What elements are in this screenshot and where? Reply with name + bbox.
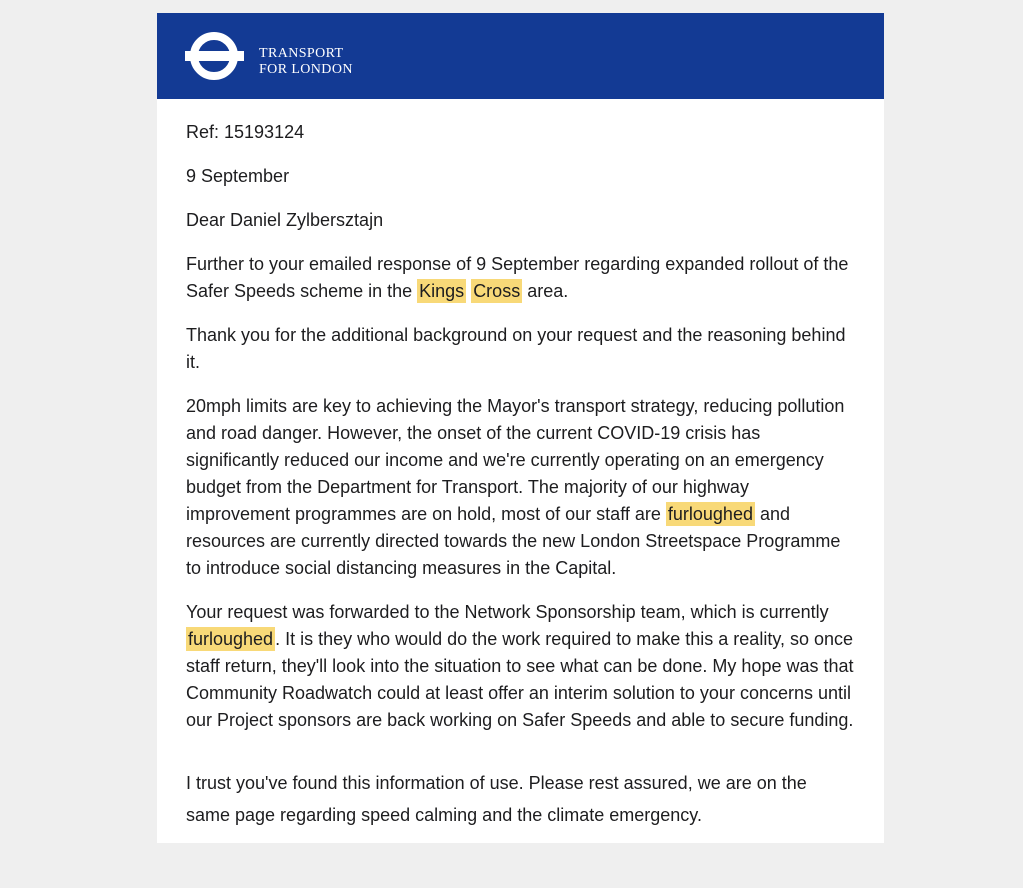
tfl-roundel-icon [185, 32, 244, 80]
brand-line-2: FOR LONDON [259, 62, 353, 77]
salutation: Dear Daniel Zylbersztajn [186, 210, 384, 230]
letter-paragraphs [186, 251, 854, 831]
letter-card [157, 13, 884, 843]
reference-number: Ref: 15193124 [186, 122, 305, 142]
brand-line-1: TRANSPORT [259, 46, 344, 61]
tfl-header-bar [157, 13, 884, 99]
highlighted-text: Cross [473, 281, 521, 301]
letter-body [157, 99, 884, 888]
letter-paragraph: 20mph limits are key to achieving the Mayor's transport strategy, reducing pollution and road danger. However, the onset of the current COVID-19 crisis has significantly reduced our income and we're currently operating on an emergency budget from the Department for Transport. The majority of our highway improvement programmes are on hold, most of our staff are furloughed and resources are currently directed towards the new London Streetspace Programme to introduce social distancing measures in the Capital. [186, 396, 845, 578]
brand-wordmark [259, 46, 353, 78]
letter-paragraph: I trust you've found this information of use. Please rest assured, we are on the same page regarding speed calming and the climate emergency. [186, 773, 807, 825]
letter-paragraph: Further to your emailed response of 9 September regarding expanded rollout of the Safer Speeds scheme in the Kings Cross area. [186, 254, 849, 301]
letter-paragraph: Thank you for the additional background on your request and the reasoning behind it. [186, 325, 846, 372]
letter-paragraph: Your request was forwarded to the Network Sponsorship team, which is currently furloughed . It is they who would do the work required to make this a reality, so once staff return, they'll look into the situation to see what can be done. My hope was that Community Roadwatch could at least offer an interim solution to your concerns until our Project sponsors are back working on Safer Speeds and able to secure funding. [186, 602, 854, 730]
highlighted-text: Kings [419, 281, 465, 301]
highlighted-text: furloughed [188, 629, 274, 649]
roundel-bar [185, 51, 244, 61]
highlighted-text: furloughed [667, 504, 753, 524]
letter-date: 9 September [186, 166, 290, 186]
